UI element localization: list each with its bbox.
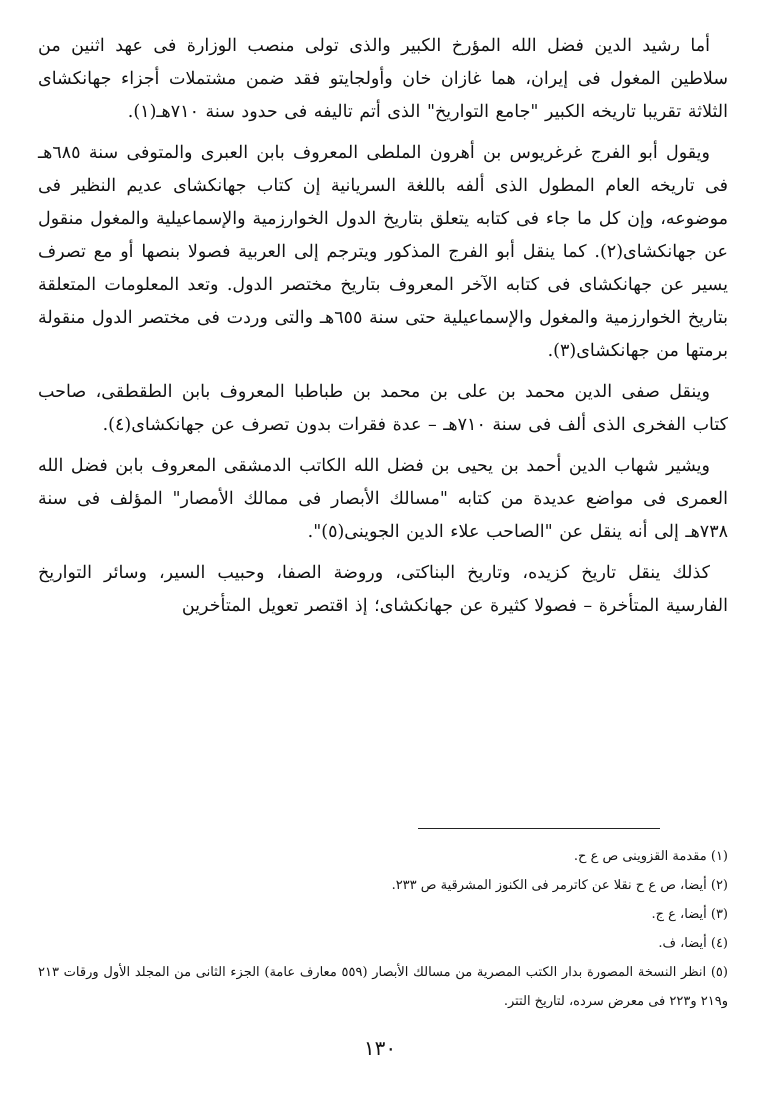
footnotes [38, 842, 728, 1016]
footnote-divider [418, 828, 660, 829]
paragraph-5: كذلك ينقل تاريخ كزيده، وتاريخ البناكتى، وروضة الصفا، وحبيب السير، وسائر التواريخ الفارسية المتأخرة – فصولا كثيرة عن جهانكشاى؛ إذ اقتصر تعويل المتأخرين [38, 563, 728, 616]
footnote-1: (١) مقدمة القزوينى ص ع ح. [573, 849, 728, 864]
footnote-4: (٤) أيضا، ف. [658, 936, 728, 951]
paragraph-3: وينقل صفى الدين محمد بن على بن محمد بن طباطبا المعروف بابن الطقطقى، صاحب كتاب الفخرى الذى ألف فى سنة ٧١٠هـ – عدة فقرات بدون تصرف عن جهانكشاى(٤). [38, 382, 728, 435]
footnote-3: (٣) أيضا، ع ج. [651, 907, 728, 922]
page-number: ١٣٠ [363, 1036, 397, 1060]
paragraph-2: ويقول أبو الفرج غرغريوس بن أهرون الملطى المعروف بابن العبرى والمتوفى سنة ٦٨٥هـ فى تاريخه العام المطول الذى ألفه باللغة السريانية إن كتاب جهانكشاى عديم النظير فى موضوعه، وإن كل ما جاء فى كتابه يتعلق بتاريخ الدول الخوارزمية والإسماعيلية والمغول منقول عن جهانكشاى(٢). كما ينقل أبو الفرج المذكور ويترجم إلى العربية فصولا بنصها أو مع تصرف يسير عن جهانكشاى فى كتابه الآخر المعروف بتاريخ مختصر الدول. وتعد المعلومات المتعلقة بتاريخ الخوارزمية والمغول والإسماعيلية حتى سنة ٦٥٥هـ والتى وردت فى مختصر الدول منقولة برمتها من جهانكشاى(٣). [38, 143, 729, 361]
footnote-2: (٢) أيضا، ص ع ح نقلا عن كاترمر فى الكنوز المشرقية ص ٢٣٣. [391, 878, 728, 893]
main-text [38, 30, 728, 623]
paragraph-1: أما رشيد الدين فضل الله المؤرخ الكبير والذى تولى منصب الوزارة فى عهد اثنين من سلاطين المغول فى إيران، هما غازان خان وأولجايتو فقد ضمن مشتملات أجزاء جهانكشاى الثلاثة تقريبا تاريخه الكبير "جامع التواريخ" الذى أتم تاليفه فى حدود سنة ٧١٠هـ(١). [38, 36, 728, 122]
footnote-5: (٥) انظر النسخة المصورة بدار الكتب المصرية من مسالك الأبصار (٥٥٩ معارف عامة) الجزء الثانى من المجلد الأول ورقات ٢١٣ و٢١٩ و٢٢٣ فى معرض سرده، لتاريخ التتر. [38, 965, 728, 1009]
paragraph-4: ويشير شهاب الدين أحمد بن يحيى بن فضل الله الكاتب الدمشقى المعروف بابن فضل الله العمرى فى مواضع عديدة من كتابه "مسالك الأبصار فى ممالك الأمصار" المؤلف فى سنة ٧٣٨هـ إلى أنه ينقل عن "الصاحب علاء الدين الجوينى(٥)". [38, 456, 728, 542]
